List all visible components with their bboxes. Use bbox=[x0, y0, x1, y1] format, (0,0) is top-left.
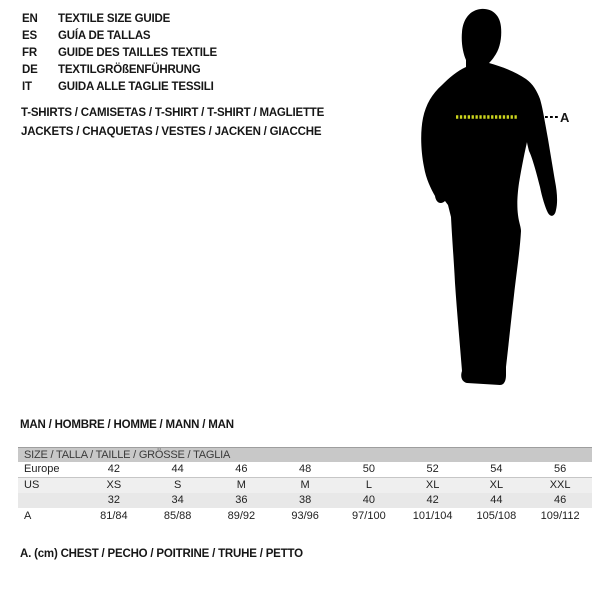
table-header: SIZE / TALLA / TAILLE / GRÖSSE / TAGLIA bbox=[18, 447, 592, 462]
language-row-en bbox=[22, 11, 217, 28]
language-label: GUIDA ALLE TAGLIE TESSILI bbox=[58, 81, 214, 93]
language-label: GUIDE DES TAILLES TEXTILE bbox=[58, 47, 217, 59]
language-row-fr bbox=[22, 45, 217, 62]
table-row-europe bbox=[18, 462, 592, 478]
silhouette-path bbox=[421, 9, 557, 385]
table-cell: S bbox=[173, 479, 182, 491]
table-cell: 34 bbox=[171, 494, 184, 506]
size-table bbox=[18, 447, 592, 524]
measurement-footnote: A. (cm) CHEST / PECHO / POITRINE / TRUHE / PETTO bbox=[20, 548, 303, 560]
table-cell: 46 bbox=[235, 463, 248, 475]
language-code: EN bbox=[22, 13, 38, 25]
language-code: IT bbox=[22, 81, 32, 93]
table-cell: M bbox=[236, 479, 246, 491]
table-cell: 44 bbox=[490, 494, 503, 506]
table-cell: 50 bbox=[362, 463, 375, 475]
table-cell: 105/108 bbox=[476, 510, 517, 522]
language-code: DE bbox=[22, 64, 38, 76]
garment-line-tshirts: T-SHIRTS / CAMISETAS / T-SHIRT / T-SHIRT / MAGLIETTE bbox=[21, 107, 325, 119]
table-cell: 97/100 bbox=[352, 510, 386, 522]
language-row-es bbox=[22, 28, 217, 45]
language-row-it bbox=[22, 79, 217, 96]
row-label: A bbox=[24, 510, 32, 522]
language-row-de bbox=[22, 62, 217, 79]
table-cell: XL bbox=[425, 479, 440, 491]
table-row-numeric bbox=[18, 493, 592, 508]
table-cell: 32 bbox=[107, 494, 120, 506]
language-list bbox=[22, 11, 217, 96]
table-cell: 56 bbox=[554, 463, 567, 475]
measure-label-a: A bbox=[560, 110, 570, 125]
language-label: TEXTILE SIZE GUIDE bbox=[58, 13, 171, 25]
table-cell: 81/84 bbox=[100, 510, 128, 522]
language-label: GUÍA DE TALLAS bbox=[58, 30, 151, 42]
section-title: MAN / HOMBRE / HOMME / MANN / MAN bbox=[20, 419, 234, 431]
table-cell: M bbox=[300, 479, 310, 491]
table-cell: 54 bbox=[490, 463, 503, 475]
table-cell: 85/88 bbox=[163, 510, 192, 522]
table-cell: 109/112 bbox=[540, 510, 580, 522]
table-cell: 48 bbox=[299, 463, 312, 475]
table-cell: 42 bbox=[426, 494, 439, 506]
table-row-us bbox=[18, 478, 592, 493]
table-cell: XS bbox=[106, 479, 122, 491]
table-cell: 44 bbox=[171, 463, 184, 475]
table-cell: 36 bbox=[235, 494, 248, 506]
table-cell: XXL bbox=[549, 479, 571, 491]
language-code: ES bbox=[22, 30, 37, 42]
table-cell: 93/96 bbox=[291, 510, 319, 522]
row-label: Europe bbox=[24, 463, 60, 475]
language-code: FR bbox=[22, 47, 37, 59]
table-cell: XL bbox=[489, 479, 504, 491]
table-cell: 101/104 bbox=[412, 510, 453, 522]
man-silhouette bbox=[414, 5, 574, 393]
row-label: US bbox=[24, 479, 40, 491]
table-cell: L bbox=[365, 479, 372, 491]
table-cell: 38 bbox=[299, 494, 312, 506]
table-cell: 40 bbox=[362, 494, 375, 506]
table-row-chest bbox=[18, 508, 592, 524]
table-cell: 89/92 bbox=[227, 510, 256, 522]
garment-line-jackets: JACKETS / CHAQUETAS / VESTES / JACKEN / GIACCHE bbox=[21, 126, 322, 138]
table-cell: 52 bbox=[426, 463, 439, 475]
table-cell: 46 bbox=[554, 494, 567, 506]
table-cell: 42 bbox=[107, 463, 120, 475]
language-label: TEXTILGRÖßENFÜHRUNG bbox=[58, 64, 201, 76]
row-label bbox=[18, 493, 82, 508]
garment-categories bbox=[21, 104, 324, 142]
